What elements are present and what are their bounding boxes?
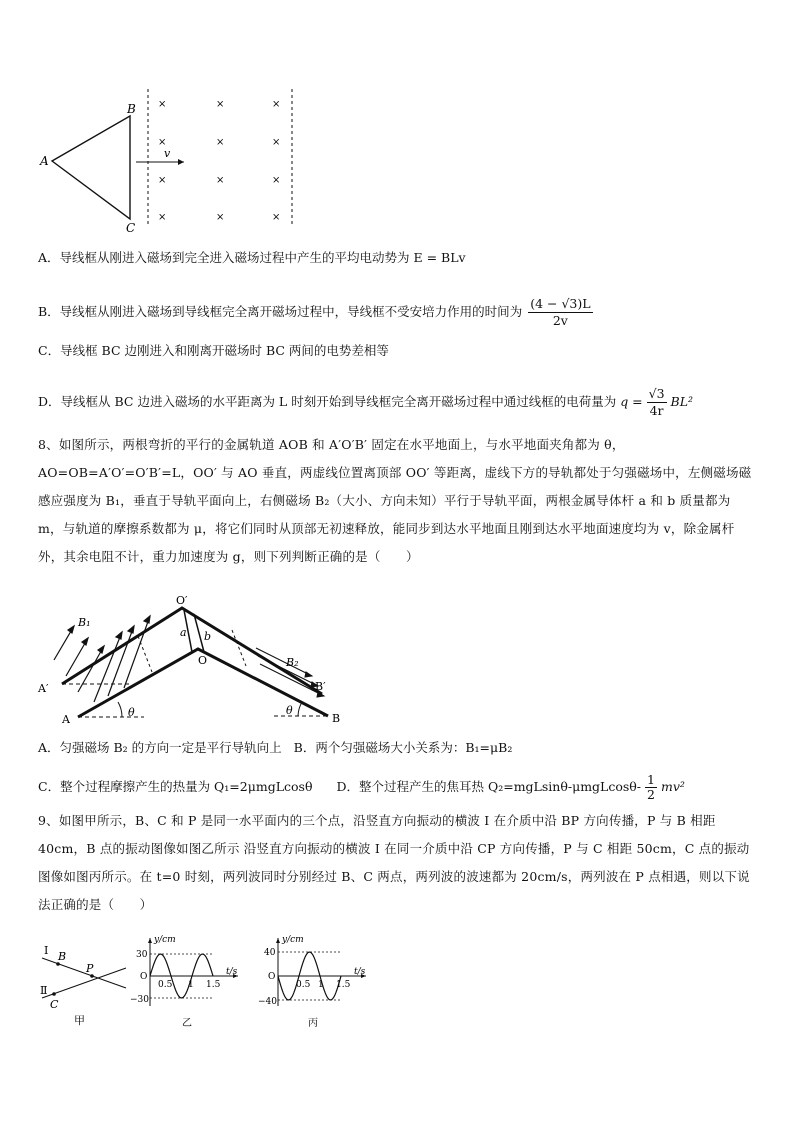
label-theta-left: θ [128,706,135,719]
label-wave-i: Ⅰ [44,944,49,957]
bing-zero: O [268,972,276,982]
q8-option-d-fraction [645,773,657,802]
q7-option-b-text: B．导线框从刚进入磁场到导线框完全离开磁场过程中，导线框不受安培力作用的时间为 [38,304,523,319]
q7-option-a: A．导线框从刚进入磁场到完全进入磁场过程中产生的平均电动势为 E = BLv [38,250,466,265]
svg-text:×: × [216,99,225,110]
q7-option-b-fraction [528,296,592,329]
figure-jia [34,938,130,1028]
yi-ylabel: y/cm [154,935,176,945]
bing-ylabel: y/cm [282,935,304,945]
svg-text:×: × [272,212,281,223]
label-point-c: C [50,998,59,1011]
bing-t3: 1.5 [336,980,351,990]
label-v: v [164,147,171,160]
svg-text:×: × [216,175,225,186]
q8-d-numerator: 1 [647,772,655,787]
q7-option-d-text: D．导线框从 BC 边进入磁场的水平距离为 L 时刻开始到导线框完全离开磁场过程中通过线框的电荷量为 [38,394,617,409]
label-o-prime: O′ [176,594,188,607]
q8-stem: 8、如图所示，两根弯折的平行的金属轨道 AOB 和 A′O′B′ 固定在水平地面上，与水平地面夹角都为 θ，AO=OB=A′O′=O′B′=L，OO′ 与 AO 垂直，两虚线位置离顶部 OO′ 等距离，虚线下方的导轨都处于匀强磁场中，左侧磁场磁感应强度为 B₁，垂直于导轨平面向上，右侧磁场 B₂（大小、方向未知）平行于导轨平面，两根金属导体杆 a 和 b 质量都为 m，与轨道的摩擦系数都为 μ，将它们同时从顶部无初速释放，能同步到达水平地面且刚到达水平地面速度均为 v，除金属杆外，其余电阻不计，重力加速度为 g，则下列判断正确的是（ ） [38,437,752,564]
theta-arc-right [298,702,302,716]
caption-jia: 甲 [74,1014,85,1027]
q9-stem: 9、如图甲所示，B、C 和 P 是同一水平面内的三个点，沿竖直方向振动的横波 Ⅰ 在介质中沿 BP 方向传播，P 与 B 相距 40cm，B 点的振动图像如图乙所示 沿竖直方向振动的横波 Ⅰ 在同一介质中沿 CP 方向传播，P 与 C 相距 50cm，C 点的振动图像如图丙所示。在 t=0 时刻，两列波同时分别经过 B、C 两点，两列波的波速都为 20cm/s，两列波在 P 点相遇，则以下说法正确的是（ ） [38,813,750,912]
label-a-prime: A′ [38,682,49,695]
figure-bing [258,932,373,1030]
caption-yi: 乙 [182,1018,192,1029]
field-crosses [158,99,280,223]
label-a: A [40,154,49,168]
yi-t1: 0.5 [158,980,173,990]
svg-text:×: × [158,212,167,223]
label-rod-b: b [204,630,212,643]
q7-b-numerator: (4 − √3)L [530,296,591,311]
svg-text:×: × [272,99,281,110]
bing-t1: 0.5 [296,980,311,990]
q8-option-c: C．整个过程摩擦产生的热量为 Q₁=2μmgLcosθ [38,779,313,794]
q8-d-post: mv² [660,779,685,794]
yi-t2: 1 [188,980,194,990]
bing-xlabel: t/s [354,967,366,977]
q8-options-cd [38,773,685,802]
label-o: O [198,654,208,667]
yi-ymin: −30 [130,995,149,1005]
label-b: B [332,712,341,725]
label-theta-right: θ [286,704,293,717]
bing-t2: 1 [318,980,324,990]
yi-zero: O [140,972,148,982]
q8-option-b: B．两个匀强磁场大小关系为：B₁=μB₂ [293,740,513,755]
label-b1: B₁ [78,616,91,629]
yi-xlabel: t/s [226,967,238,977]
yi-t3: 1.5 [206,980,221,990]
label-b2: B₂ [286,656,299,669]
right-dashed-line [232,630,246,666]
label-c: C [126,221,136,235]
label-b-prime: B′ [315,680,326,693]
figure-yi [130,932,245,1030]
q7-option-d-fraction [647,386,667,419]
svg-text:×: × [272,175,281,186]
bing-ymax: 40 [264,948,276,958]
triangle-field-figure [34,86,314,236]
caption-bing: 丙 [308,1018,318,1029]
q7-option-c: C．导线框 BC 边刚进入和刚离开磁场时 BC 两间的电势差相等 [38,343,389,358]
triangle-frame [52,116,130,219]
q7-d-post: BL² [670,394,694,409]
label-b: B [127,102,136,116]
q8-d-denominator: 2 [647,787,655,802]
q8-option-a: A．匀强磁场 B₂ 的方向一定是平行导轨向上 [38,740,282,755]
bent-rails-figure [34,592,354,726]
q8-options-ab [38,739,512,757]
q7-b-denominator: 2v [552,313,568,328]
left-dashed-line [138,636,152,672]
q8-option-d-text: D．整个过程产生的焦耳热 Q₂=mgLsinθ-μmgLcosθ- [336,779,642,794]
q7-option-b [38,296,593,329]
svg-text:×: × [158,175,167,186]
label-point-p: P [86,962,94,975]
q7-d-numerator: √3 [648,386,665,401]
q7-option-d [38,386,693,419]
label-point-b: B [58,950,67,963]
svg-text:×: × [216,137,225,148]
theta-arc-left [118,702,122,717]
svg-text:×: × [158,99,167,110]
label-wave-ii: Ⅱ [40,984,48,997]
svg-text:×: × [158,137,167,148]
label-rod-a: a [180,626,187,639]
bing-ymin: −40 [258,997,277,1007]
svg-text:×: × [216,212,225,223]
q7-d-denominator: 4r [649,403,664,418]
svg-text:×: × [272,137,281,148]
label-a: A [62,713,70,726]
q7-d-pre: q = [620,394,643,409]
yi-ymax: 30 [136,950,148,960]
